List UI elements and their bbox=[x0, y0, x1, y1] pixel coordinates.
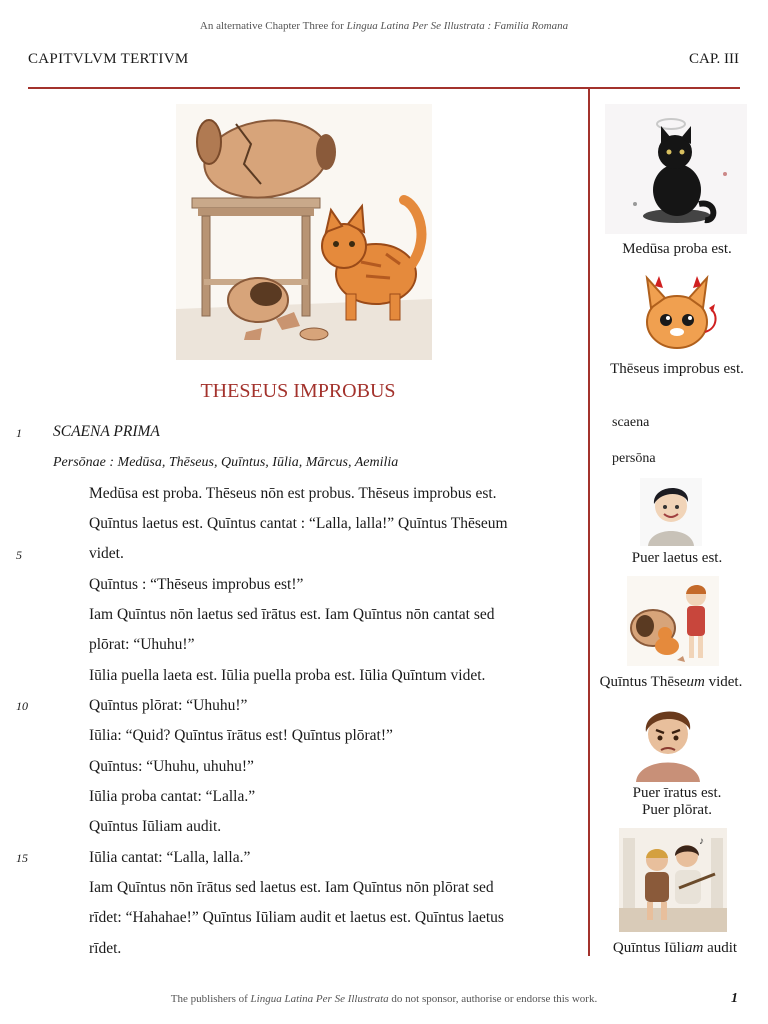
margin-theseus-caption: Thēseus improbus est. bbox=[610, 361, 744, 377]
header-note-prefix: An alternative Chapter Three for bbox=[199, 20, 347, 32]
text-line: videt. bbox=[89, 545, 124, 562]
text-line: Quīntus: “Uhuhu, uhuhu!” bbox=[89, 758, 254, 775]
margin-videt-caption bbox=[576, 674, 766, 691]
happy-boy-illustration bbox=[640, 478, 702, 546]
header-note-book: Lingua Latina Per Se Illustrata : Familia Romana bbox=[346, 20, 569, 32]
scene-heading: SCAENA PRIMA bbox=[53, 423, 160, 440]
line-number: 1 bbox=[16, 426, 22, 440]
footer-disclaimer bbox=[0, 993, 768, 1005]
text-line: Iūlia puella laeta est. Iūlia puella proba est. Iūlia Quīntum videt. bbox=[89, 667, 486, 684]
header-note bbox=[0, 20, 768, 32]
text-line: rīdet. bbox=[89, 940, 122, 957]
line-number: 10 bbox=[16, 699, 28, 713]
text-line: Iam Quīntus nōn laetus sed īrātus est. Iam Quīntus nōn cantat sed bbox=[89, 606, 495, 623]
margin-puer-laetus-caption: Puer laetus est. bbox=[631, 550, 723, 566]
angry-boy-illustration bbox=[618, 698, 718, 782]
text-line: Iūlia proba cantat: “Lalla.” bbox=[89, 788, 256, 805]
text-line: Iūlia cantat: “Lalla, lalla.” bbox=[89, 849, 251, 866]
text-line: Iūlia: “Quid? Quīntus īrātus est! Quīntus plōrat!” bbox=[89, 727, 393, 744]
personae-list: Persōnae : Medūsa, Thēseus, Quīntus, Iūlia, Mārcus, Aemilia bbox=[53, 455, 399, 470]
margin-videt-prefix: Quīntus Thēse bbox=[599, 674, 687, 690]
header-rule bbox=[28, 87, 740, 89]
story-title: THESEUS IMPROBUS bbox=[200, 380, 396, 402]
margin-iratus-caption-line1: Puer īratus est. bbox=[632, 785, 722, 801]
text-line: Iam Quīntus nōn īrātus sed laetus est. Iam Quīntus nōn plōrat sed bbox=[89, 879, 494, 896]
text-line: plōrat: “Uhuhu!” bbox=[89, 636, 195, 653]
medusa-cat-illustration bbox=[605, 104, 747, 234]
text-line: Medūsa est proba. Thēseus nōn est probus. Thēseus improbus est. bbox=[89, 485, 497, 502]
margin-rule bbox=[588, 88, 590, 956]
footer-book: Lingua Latina Per Se Illustrata bbox=[250, 993, 389, 1005]
text-line: Quīntus : “Thēseus improbus est!” bbox=[89, 576, 304, 593]
margin-medusa-caption: Medūsa proba est. bbox=[622, 241, 732, 257]
text-line: Quīntus laetus est. Quīntus cantat : “Lalla, lalla!” Quīntus Thēseum bbox=[89, 515, 508, 532]
margin-audit-caption bbox=[582, 940, 768, 957]
vase-cat-illustration bbox=[176, 104, 432, 360]
margin-videt-suffix: videt. bbox=[704, 674, 743, 690]
text-line: Quīntus Iūliam audit. bbox=[89, 818, 222, 835]
footer-prefix: The publishers of bbox=[170, 993, 251, 1005]
svg-text:♪: ♪ bbox=[699, 836, 704, 847]
footer-suffix: do not sponsor, authorise or endorse this work. bbox=[388, 993, 598, 1005]
margin-videt-ending: um bbox=[686, 674, 705, 690]
quintus-iulia-illustration bbox=[619, 828, 727, 932]
quintus-sees-theseus-illustration bbox=[627, 576, 719, 666]
text-line: Quīntus plōrat: “Uhuhu!” bbox=[89, 697, 248, 714]
line-number: 15 bbox=[16, 851, 28, 865]
page-number: 1 bbox=[731, 991, 738, 1006]
margin-word-persona: persōna bbox=[612, 451, 656, 466]
margin-audit-ending: am bbox=[685, 940, 704, 956]
margin-iratus-caption-line2: Puer plōrat. bbox=[642, 802, 712, 818]
margin-word-scaena: scaena bbox=[612, 415, 650, 430]
line-number: 5 bbox=[16, 548, 22, 562]
chapter-abbr: CAP. III bbox=[688, 51, 739, 67]
theseus-devil-kitten-illustration bbox=[631, 272, 723, 356]
margin-audit-suffix: audit bbox=[703, 940, 738, 956]
margin-audit-prefix: Quīntus Iūli bbox=[612, 940, 685, 956]
text-line: rīdet: “Hahahae!” Quīntus Iūliam audit et laetus est. Quīntus laetus bbox=[89, 909, 504, 926]
chapter-title: CAPITVLVM TERTIVM bbox=[28, 51, 189, 67]
